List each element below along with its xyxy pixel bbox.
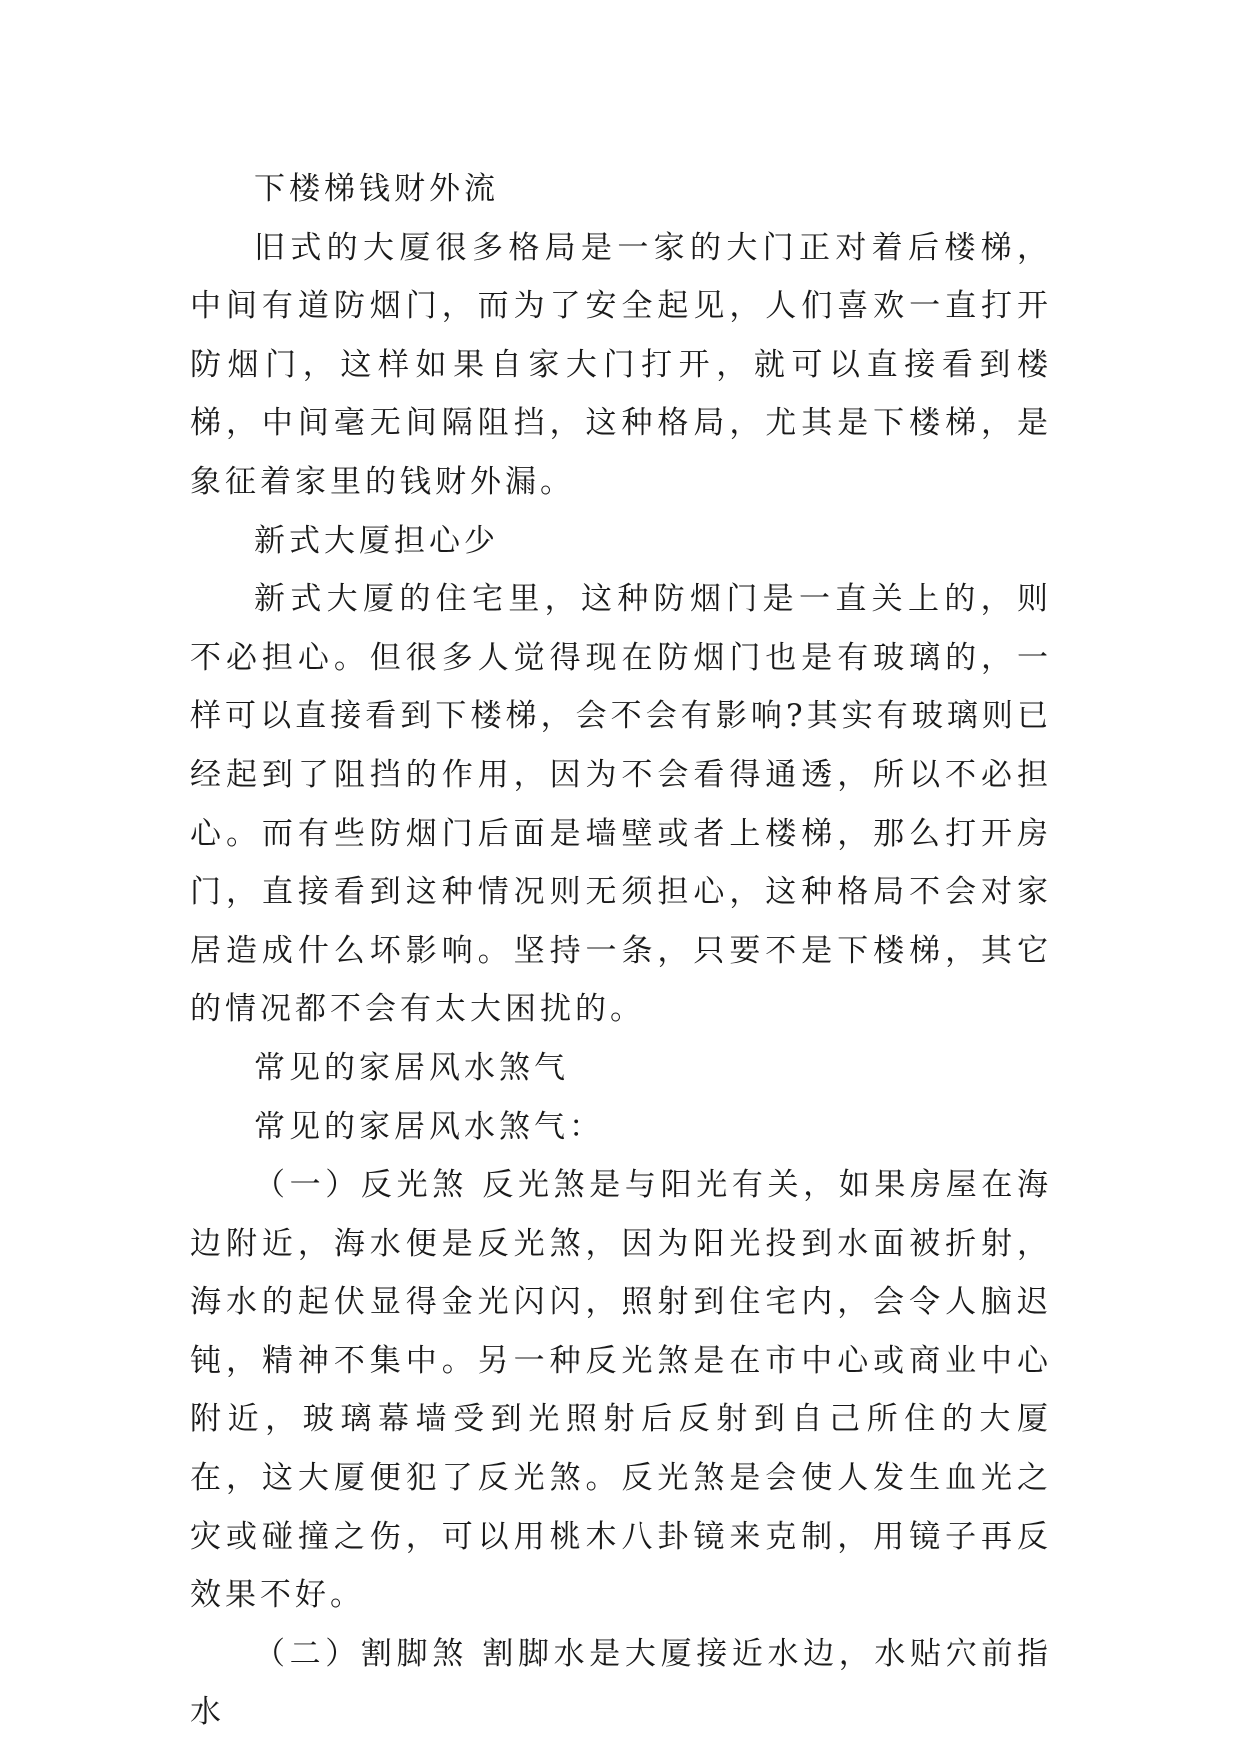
list-item-cutting-foot-sha: （二）割脚煞 割脚水是大厦接近水边，水贴穴前指水 bbox=[190, 1635, 1052, 1731]
document-content bbox=[190, 160, 1052, 1742]
section-body-new-building: 新式大厦的住宅里，这种防烟门是一直关上的，则不必担心。但很多人觉得现在防烟门也是有玻璃的，一样可以直接看到下楼梯，会不会有影响?其实有玻璃则已经起到了阻挡的作用，因为不会看得通透，所以不必担心。而有些防烟门后面是墙壁或者上楼梯，那么打开房门，直接看到这种情况则无须担心，这种格局不会对家居造成什么坏影响。坚持一条，只要不是下楼梯，其它的情况都不会有太大困扰的。 bbox=[190, 581, 1052, 1028]
section-heading-new-building: 新式大厦担心少 bbox=[254, 522, 499, 559]
section-body-common-sha: 常见的家居风水煞气： bbox=[254, 1108, 604, 1145]
section-heading-common-sha: 常见的家居风水煞气 bbox=[254, 1049, 569, 1086]
section-body-stairs: 旧式的大厦很多格局是一家的大门正对着后楼梯，中间有道防烟门，而为了安全起见，人们喜欢一直打开防烟门，这样如果自家大门打开，就可以直接看到楼梯，中间毫无间隔阻挡，这种格局，尤其是下楼梯，是象征着家里的钱财外漏。 bbox=[190, 229, 1052, 500]
list-item-reflection-sha: （一）反光煞 反光煞是与阳光有关，如果房屋在海边附近，海水便是反光煞，因为阳光投到水面被折射，海水的起伏显得金光闪闪，照射到住宅内，会令人脑迟钝，精神不集中。另一种反光煞是在市中心或商业中心附近，玻璃幕墙受到光照射后反射到自己所住的大厦在，这大厦便犯了反光煞。反光煞是会使人发生血光之灾或碰撞之伤，可以用桃木八卦镜来克制，用镜子再反效果不好。 bbox=[190, 1167, 1052, 1614]
section-heading-stairs: 下楼梯钱财外流 bbox=[254, 171, 499, 207]
